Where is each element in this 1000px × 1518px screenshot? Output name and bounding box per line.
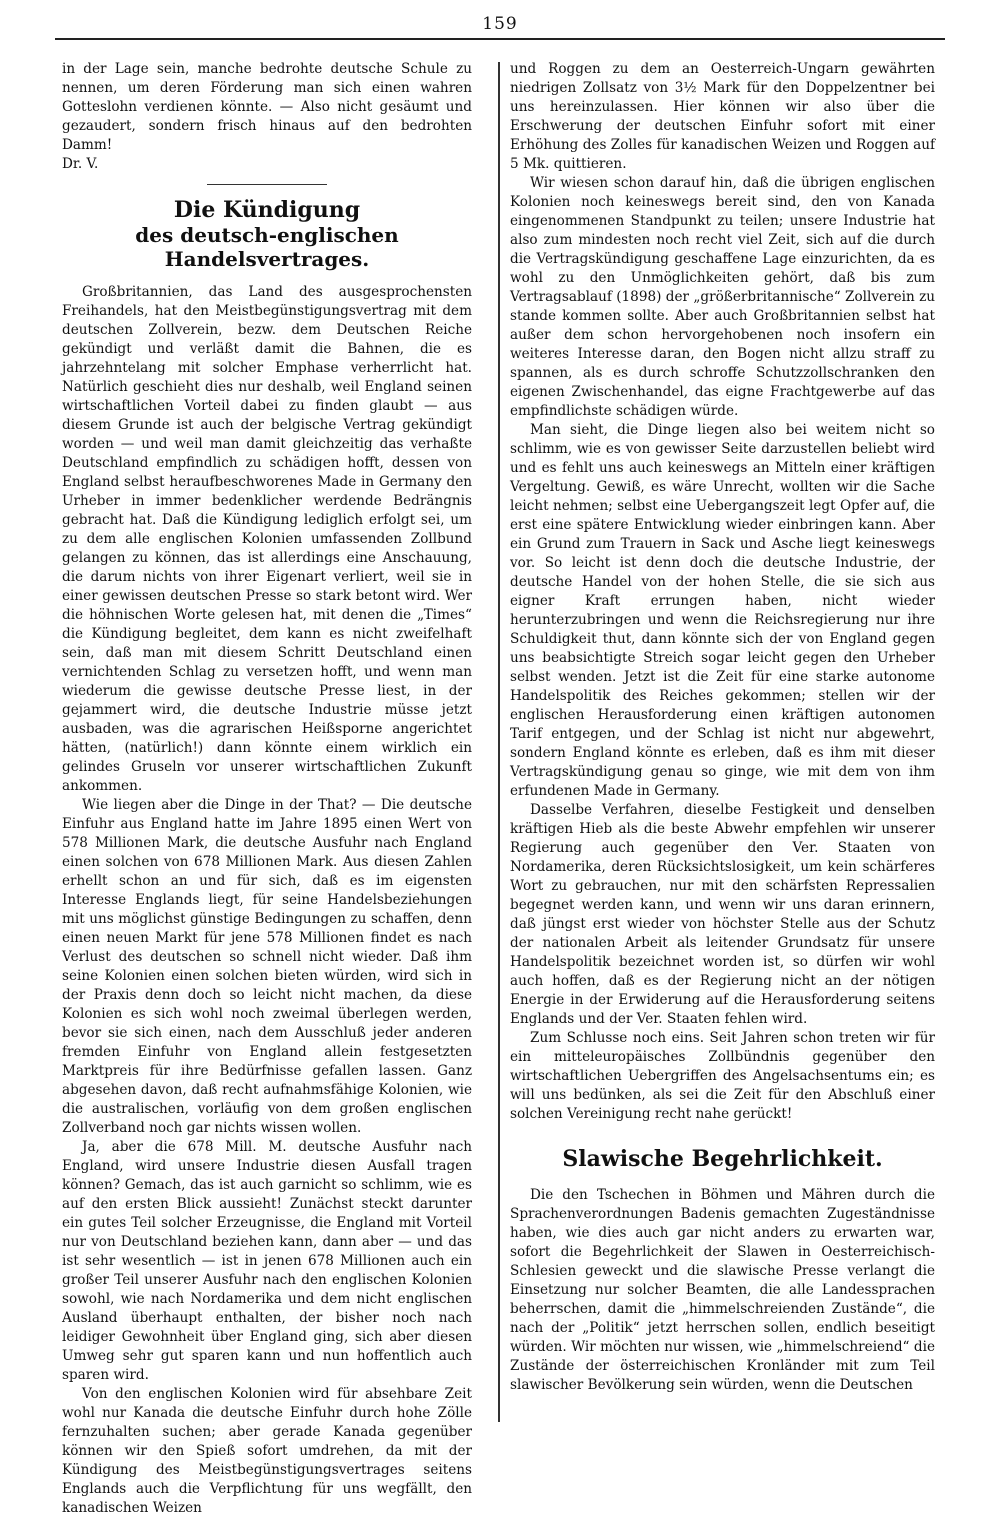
left-column xyxy=(62,60,472,1518)
article-paragraph: Wie liegen aber die Dinge in der That? — Die deutsche Einfuhr aus England hatte im Jahre 1895 einen Wert von 578 Millionen Mark, die deutsche Ausfuhr nach England einen solchen von 678 Millionen Mark. Aus diesen Zahlen erhellt schon an und für sich, daß es im eigensten Interesse Englands liegt, für seine Handelsbeziehungen mit uns möglichst günstige Bedingungen zu schaffen, denn einen neuen Markt für jene 578 Millionen findet es nach Verlust des deutschen so schnell nicht wieder. Daß ihm seine Kolonien einen solchen bieten würden, wird sich in der Praxis denn doch so leicht nicht machen, da diese Kolonien es sich wohl noch zweimal überlegen werden, bevor sie sich einen, nach dem Ausschluß jeder anderen fremden Einfuhr von England allein festgesetzten Marktpreis für ihre Bedürfnisse gefallen lassen. Ganz abgesehen davon, daß recht aufnahmsfähige Kolonien, wie die australischen, vorläufig von dem großen englischen Zollverband noch gar nichts wissen wollen. xyxy=(62,797,472,1136)
article-paragraph: und Roggen zu dem an Oesterreich-Ungarn gewährten niedrigen Zollsatz von 3½ Mark für den Doppelzentner bei uns hereinzulassen. Hier können wir also über die Erschwerung der deutschen Einfuhr sofort mit einer Erhöhung des Zolles für kanadischen Weizen und Roggen auf 5 Mk. quittieren. xyxy=(510,61,935,172)
article-paragraph: Wir wiesen schon darauf hin, daß die übrigen englischen Kolonien noch keineswegs bereit sind, den von Kanada eingenommenen Standpunkt zu teilen; unsere Industrie hat also zum mindesten noch recht viel Zeit, sich auf die durch die Vertragskündigung geschaffene Lage einzurichten, da es wohl zu den Unmöglichkeiten gehört, daß bis zum Vertragsablauf (1898) der „größerbritannische“ Zollverein zu stande kommen sollte. Aber auch Großbritannien selbst hat außer dem schon hervorgehobenen noch insofern ein weiteres Interesse daran, den Bogen nicht allzu straff zu spannen, als es durch schroffe Schutzzollschranken den eigenen Zwischenhandel, das eigne Frachtgewerbe auf das empfindlichste schädigen würde. xyxy=(510,175,935,419)
author-signature: Dr. V. xyxy=(62,156,99,172)
article-paragraph: Großbritannien, das Land des ausgesprochensten Freihandels, hat den Meistbegünstigungsvertrag mit dem deutschen Zollverein, bezw. dem Deutschen Reiche gekündigt und verläßt damit die Bahnen, die es jahrzehntelang mit solcher Emphase verherrlicht hat. Natürlich geschieht dies nur deshalb, weil England seinen wirtschaftlichen Vorteil dabei zu finden glaubt — aus diesem Grunde ist auch der belgische Vertrag gekündigt worden — und weil man damit gleichzeitig das verhaßte Deutschland empfindlich zu schädigen hofft, dessen von England selbst heraufbeschworenes Made in Germany den Urheber in immer bedenklicher werdende Bedrängnis gebracht hat. Daß die Kündigung lediglich erfolgt sei, um zu dem alle englischen Kolonien umfassenden Zollbund gelangen zu können, das ist allerdings eine Anschauung, die darum nichts von ihrer Eigenart verliert, weil sie in einer gewissen deutschen Presse so stark betont wird. Wer die höhnischen Worte gelesen hat, mit denen die „Times“ die Kündigung begleitet, dem kann es nicht zweifelhaft sein, daß man mit diesem Schritt Deutschland einen vernichtenden Schlag zu versetzen hofft, und wenn man wiederum die gewisse deutsche Presse liest, in der gejammert wird, die deutsche Industrie müsse jetzt ausbaden, was die agrarischen Heißsporne angerichtet hätten, (natürlich!) dann könnte einem wirklich ein gelindes Gruseln vor unserer wirtschaftlichen Zukunft ankommen. xyxy=(62,284,472,794)
intro-paragraph: in der Lage sein, manche bedrohte deutsche Schule zu nennen, um deren Förderung man sich einen wahren Gotteslohn verdienen könnte. — Also nicht gesäumt und gezaudert, sondern frisch hinaus auf den bedrohten Damm! xyxy=(62,61,472,153)
article-paragraph: Ja, aber die 678 Mill. M. deutsche Ausfuhr nach England, wird unsere Industrie diesen Ausfall tragen können? Gemach, das ist auch garnicht so schlimm, wie es auf den ersten Blick aussieht! Zunächst steckt darunter ein gutes Teil solcher Erzeugnisse, die England mit Vorteil nur von Deutschland beziehen kann, dann aber — und das ist sehr wesentlich — ist in jenen 678 Millionen auch ein großer Teil unserer Ausfuhr nach den englischen Kolonien sowohl, wie nach Nordamerika und dem nicht englischen Ausland überhaupt enthalten, der bisher noch nach leidiger Gewohnheit über England ging, sich aber diesen Umweg sehr gut sparen kann und nun hoffentlich auch sparen wird. xyxy=(62,1139,472,1383)
second-article-paragraph: Die den Tschechen in Böhmen und Mähren durch die Sprachenverordnungen Badenis gemachten Zugeständnisse haben, wie dies auch gar nicht anders zu erwarten war, sofort die Begehrlichkeit der Slawen in Oesterreichisch-Schlesien geweckt und die slawische Presse verlangt die Einsetzung nur solcher Beamten, die alle Landessprachen beherrschen, damit die „himmelschreienden Zustände“, die nach der „Politik“ jetzt herrschen sollen, endlich beseitigt würden. Wir möchten nur wissen, wie „himmelschreiend“ die Zustände der österreichischen Kronländer mit zum Teil slawischer Bevölkerung sein würden, wenn die Deutschen xyxy=(510,1187,935,1393)
article-paragraph: Dasselbe Verfahren, dieselbe Festigkeit und denselben kräftigen Hieb als die beste Abwehr empfehlen wir unserer Regierung auch gegenüber den Ver. Staaten von Nordamerika, deren Rücksichtslosigkeit, um kein schärferes Wort zu gebrauchen, nur mit den schärfsten Repressalien begegnet werden kann, und wenn wir uns daran erinnern, daß jüngst erst wieder von höchster Stelle aus der Schutz der nationalen Arbeit als leitender Grundsatz für unsere Handelspolitik bezeichnet worden ist, so dürfen wir wohl auch hoffen, daß es der Regierung nicht an der nötigen Energie in der Erwiderung auf die Herausforderung seitens Englands und der Ver. Staaten fehlen wird. xyxy=(510,802,935,1027)
top-rule xyxy=(55,38,945,40)
article-paragraph: Zum Schlusse noch eins. Seit Jahren schon treten wir für ein mitteleuropäisches Zollbündnis gegenüber den wirtschaftlichen Uebergriffen des Angelsachsentums ein; es will uns bedünken, als sei die Zeit für den Abschluß einer solchen Vereinigung recht nahe gerückt! xyxy=(510,1030,935,1122)
article-paragraph: Von den englischen Kolonien wird für absehbare Zeit wohl nur Kanada die deutsche Einfuhr durch hohe Zölle fernzuhalten suchen; aber gerade Kanada gegenüber können wir den Spieß sofort umdrehen, da mit der Kündigung des Meistbegünstigungsvertrages seitens Englands auch die Verpflichtung für uns wegfällt, den kanadischen Weizen xyxy=(62,1386,472,1516)
section-rule xyxy=(207,184,327,185)
second-article-title: Slawische Begehrlichkeit. xyxy=(562,1146,883,1172)
right-column xyxy=(510,60,935,1395)
article-paragraph: Man sieht, die Dinge liegen also bei weitem nicht so schlimm, wie es von gewisser Seite darzustellen beliebt wird und es fehlt uns auch keineswegs an Mitteln einer kräftigen Vergeltung. Gewiß, es wäre Unrecht, wollten wir die Sache leicht nehmen; selbst eine Uebergangszeit legt Opfer auf, die erst eine spätere Entwicklung wieder einbringen kann. Aber ein Grund zum Trauern in Sack und Asche liegt keineswegs vor. So leicht ist denn doch die deutsche Industrie, der deutsche Handel von der hohen Stelle, die sie sich aus eigner Kraft errungen haben, nicht wieder herunterzubringen und wenn die Reichsregierung nur ihre Schuldigkeit thut, dann könnte sich der von England gegen uns beabsichtigte Streich sogar leicht gegen den Urheber selbst wenden. Jetzt ist die Zeit für eine starke autonome Handelspolitik des Reiches gekommen; stellen wir der englischen Herausforderung einen kräftigen autonomen Tarif entgegen, und der Schlag ist nicht nur abgewehrt, sondern England könnte es erleben, daß es ihm mit dieser Vertragskündigung genau so ginge, wie mit dem von ihm erfundenen Made in Germany. xyxy=(510,422,935,799)
column-divider xyxy=(498,62,500,1422)
page-number: 159 xyxy=(482,14,518,34)
article-title-line1: Die Kündigung xyxy=(173,197,361,223)
article-title-line2: des deutsch-englischen Handelsvertrages. xyxy=(135,223,399,271)
